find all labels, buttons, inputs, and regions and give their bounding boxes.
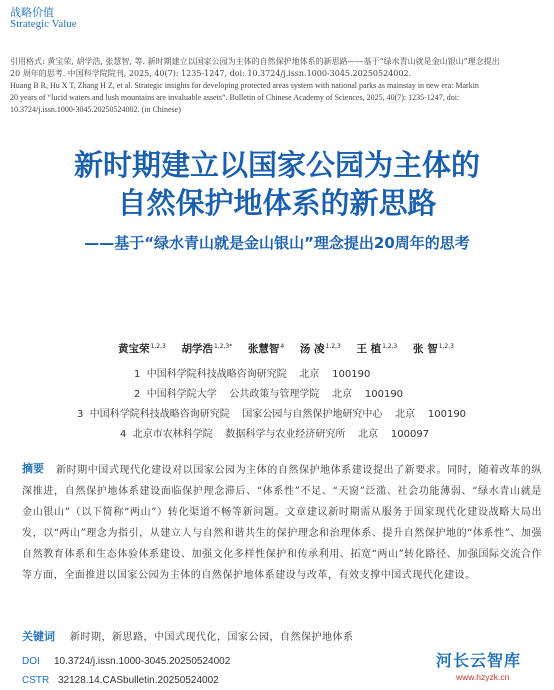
title-line-1: 新时期建立以国家公园为主体的 [73,148,480,182]
section-label-zh: 战略价值 [10,6,54,19]
affiliation-3: 3 中国科学院科技战略咨询研究院 国家公园与自然保护地研究中心 北京 100190 [77,409,467,420]
abstract-label: 摘要 [22,460,48,476]
watermark-logo: 河长云智库 [436,651,522,670]
subtitle: ——基于“绿水青山就是金山银山”理念提出20周年的思考 [84,234,470,252]
doi-label: DOI [22,656,40,667]
cstr-label: CSTR [22,675,50,686]
affiliation-1: 1 中国科学院科技战略咨询研究院 北京 100190 [134,369,371,380]
author: 王 植$^{1,2,3}$ [356,342,398,355]
author: 张 智$^{1,2,3}$ [413,342,454,355]
keywords-label: 关键词 [22,630,55,643]
affiliation-2: 2 中国科学院大学 公共政策与管理学院 北京 100190 [134,389,404,400]
citation-line-2: 20 周年的思考. 中国科学院院刊, 2025, 40(7): 1235-1247, doi: 10.3724/j.issn.1000-3045.20250524002. [10,69,412,78]
cstr-value: 32128.14.CASbulletin.20250524002 [58,675,219,686]
keywords-text: 新时期，新思路，中国式现代化，国家公园，自然保护地体系 [70,632,354,643]
affiliation-4: 4 北京市农林科学院 数据科学与农业经济研究所 北京 100097 [120,429,430,440]
author: 黄宝荣$^{1,2,3}$ [118,342,166,355]
author: 张慧智$^4$ [247,342,285,355]
abstract-text: 新时期中国式现代化建设对以国家公园为主体的自然保护地体系建设提出了新要求。同时，随着改革的纵深推进，自然保护地体系建设面临保护理念滞后、“体系性”不足、“天窗”泛滥、社会功能薄弱、“绿水青山就是金山银山”（以下简称“两山”）转化渠道不畅等新问题。文章建议新时期需从服务于国家现代化建设战略大局出发，以“两山”理念为指引，从建立人与自然和谐共生的保护理念和治理体系、提升自然保护地的“体系性”、加强自然教育体系和生态体验体系建设、加强文化多样性保护和传承利用、拓宽“两山”转化路径、加强国际交流合作等方面，全面推进以国家公园为主体的自然保护地体系建设与改革，有效支撑中国式现代化建设。 [22,465,542,581]
citation-line-1: 引用格式: 黄宝荣, 胡学浩, 张慧智, 等. 新时期建立以国家公园为主体的自然保护地体系的新思路——基于“绿水青山就是金山银山”理念提出 [10,57,500,66]
citation-line-3: Huang B R, Hu X T, Zhang H Z, et al. Strategic insights for developing protected areas system with national parks as mainstay in new era: Markin [10,81,479,90]
author: 汤 凌$^{1,2,3}$ [299,342,341,355]
author: 胡学浩$^{1,2,3*}$ [181,342,233,355]
section-label-en: Strategic Value [10,18,77,30]
citation-line-4: 20 years of “lucid waters and lush mountains are invaluable assets”. Bulletin of Chinese Academy of Sciences, 2025, 40(7): 1235-1247, doi: [10,93,460,102]
watermark-url: www.hzyzk.cn [456,672,510,682]
author-list [118,341,466,356]
doi-value[interactable]: 10.3724/j.issn.1000-3045.20250524002 [54,656,231,667]
citation-line-5: 10.3724/j.issn.1000-3045.20250524002. (in Chinese) [10,105,181,114]
title-line-2: 自然保护地体系的新思路 [117,186,437,220]
